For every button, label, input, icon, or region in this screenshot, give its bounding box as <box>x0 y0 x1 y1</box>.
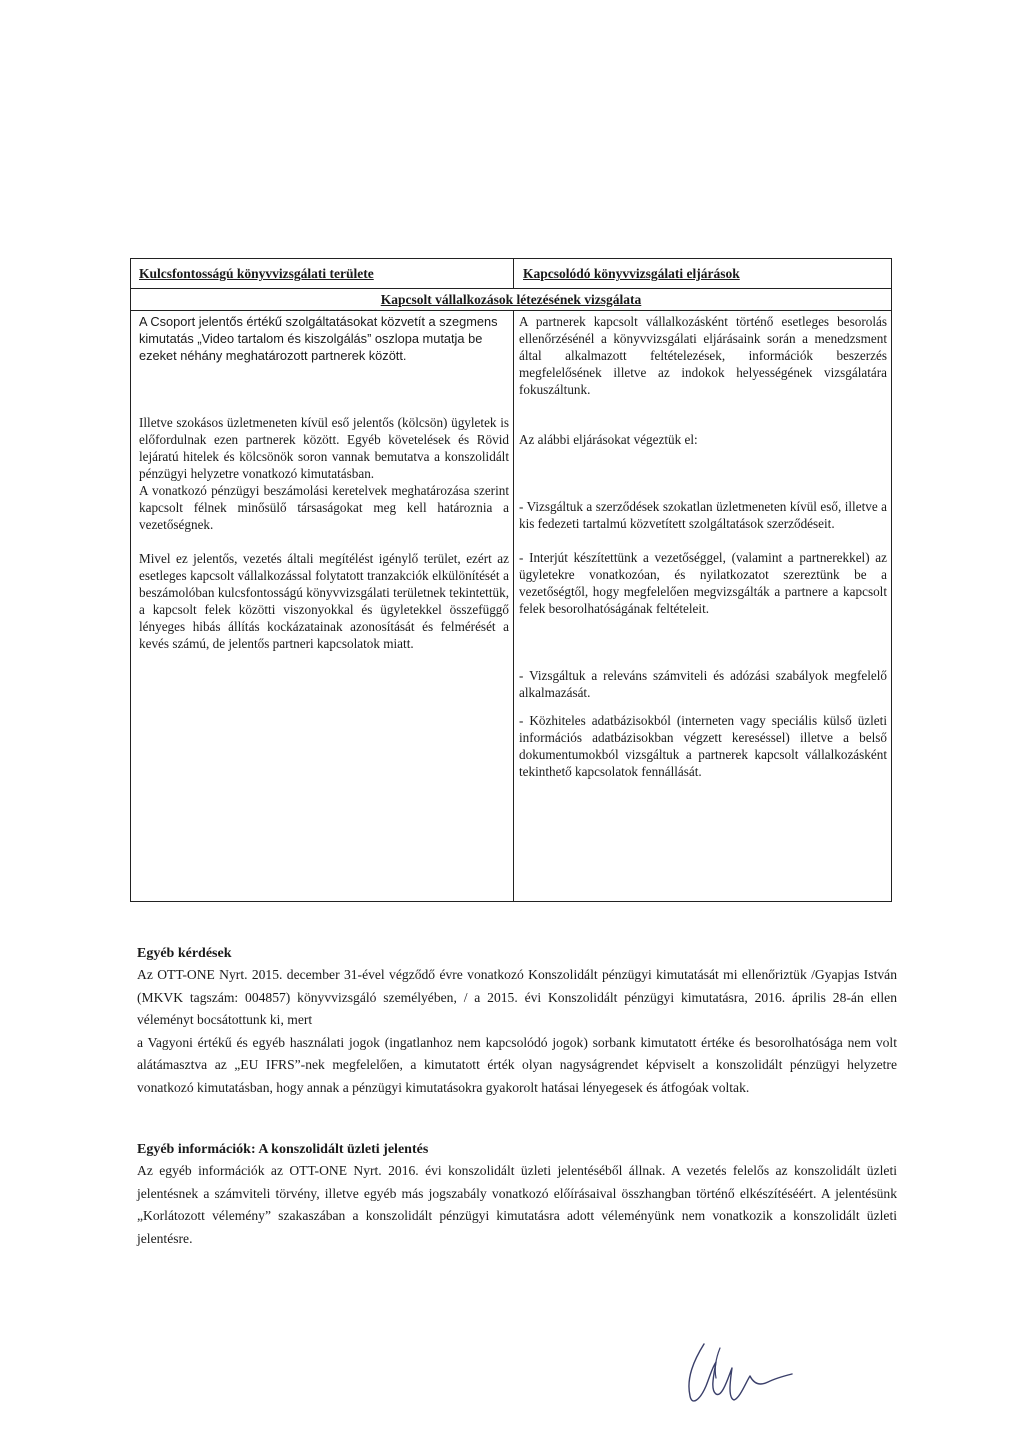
right-paragraph: - Interjút készítettünk a vezetőséggel, (valamint a partnerekkel) az ügyletekre vonatkozóan, és nyilatkozatot szereztünk be a vezetőségtől, hogy megfelelően megvizsgálták a partnere a kapcsolt felek besorolhatóságának feltételeit. <box>519 550 887 616</box>
other-info-text: Az egyéb információk az OTT-ONE Nyrt. 2016. évi konszolidált üzleti jelentéséből állnak. A vezetés felelős az konszolidált üzleti jelentésnek a számviteli törvény, illetve egyéb más jogszabály vonatkozó előírásaival összhangban történő elkészítéséért. A jelentésünk „Korlátozott vélemény” szakaszában a konszolidált pénzügyi kimutatásra adott véleményünk nem vonatkozik a konszolidált üzleti jelentésre. <box>137 1163 897 1246</box>
right-paragraph: Az alábbi eljárásokat végeztük el: <box>519 432 698 447</box>
signature-image <box>676 1338 796 1410</box>
header-key-audit-area: Kulcsfontosságú könyvvizsgálati területe <box>139 266 374 281</box>
other-info-heading: Egyéb információk: A konszolidált üzleti jelentés <box>137 1142 429 1157</box>
other-info-section <box>137 1140 897 1250</box>
other-questions-text-1: Az OTT-ONE Nyrt. 2015. december 31-ével végződő évre vonatkozó Konszolidált pénzügyi kimutatását mi ellenőriztük /Gyapjas István (MKVK tagszám: 004857) könyvvizsgáló személyében, / a 2015. évi Konszolidált pénzügyi kimutatásra, 2016. április 28-án ellen véleményt bocsátottunk ki, mert <box>137 967 897 1028</box>
left-paragraph: Mivel ez jelentős, vezetés általi megítélést igénylő terület, ezért az esetleges kapcsolt vállalkozással folytatott tranzakciók elkülönítését a beszámolóban kulcsfontosságú könyvvizsgálati területnek tekintettük, a kapcsolt felek közötti viszonyokkal és ügyletekkel összefüggő lényeges hibás állítás kockázatainak azonosítását és felmérését a kevés számú, de jelentős partneri kapcsolatok miatt. <box>139 551 509 651</box>
header-related-procedures: Kapcsolódó könyvvizsgálati eljárások <box>523 266 740 281</box>
header-divider <box>513 259 514 289</box>
right-paragraph: - Vizsgáltuk a szerződések szokatlan üzletmeneten kívül eső, illetve a kis fedezeti tartalmú közvetített szolgáltatások szerződéseit. <box>519 499 887 531</box>
other-questions-text-2: a Vagyoni értékű és egyéb használati jogok (ingatlanhoz nem kapcsolódó jogok) sorbank kimutatott értéke és besorolhatósága nem volt alátámasztva az „EU IFRS”-nek megfelelően, a kimutatott érték olyan nagyságrendet képviselt a konszolidált pénzügyi helyzetre vonatkozó kimutatásban, hogy annak a pénzügyi kimutatásokra gyakorolt hatásai lényegesek és átfogóak voltak. <box>137 1034 897 1095</box>
other-questions-section <box>137 944 897 1100</box>
left-column <box>139 313 509 652</box>
table-header-row <box>131 259 891 289</box>
right-paragraph: - Vizsgáltuk a releváns számviteli és adózási szabályok megfelelő alkalmazását. <box>519 668 887 700</box>
table-subheader-row <box>131 289 891 311</box>
right-column <box>519 313 887 780</box>
audit-matters-table <box>130 258 892 902</box>
subheader-related-parties: Kapcsolt vállalkozások létezésének vizsgálata <box>380 292 642 307</box>
column-divider <box>513 311 514 901</box>
right-paragraph: A partnerek kapcsolt vállalkozásként történő esetleges besorolás ellenőrzésénél a könyvvizsgálati eljárásaink során a menedzsment által alkalmazott feltételezések, információk beszerzés megfelelősének illetve az indokok helyességének vizsgálatára fokuszáltunk. <box>519 314 887 397</box>
left-paragraph: A vonatkozó pénzügyi beszámolási keretelvek meghatározása szerint kapcsolt félnek minősülő társaságokat meg kell határoznia a vezetőségnek. <box>139 483 509 532</box>
left-paragraph: A Csoport jelentős értékű szolgáltatásokat közvetít a szegmens kimutatás „Video tartalom és kiszolgálás” oszlopa mutatja be ezeket néhány meghatározott partnerek között. <box>139 314 498 363</box>
other-questions-heading: Egyéb kérdések <box>137 946 232 961</box>
left-paragraph: Illetve szokásos üzletmeneten kívül eső jelentős (kölcsön) ügyletek is előfordulnak ezen partnerek között. Egyéb követelések és Rövid lejáratú hitelek és kölcsönök soron vannak bemutatva a konszolidált pénzügyi helyzetre vonatkozó kimutatásban. <box>139 415 509 481</box>
right-paragraph: - Közhiteles adatbázisokból (interneten vagy speciális külső üzleti információs adatbázisokban végzett kereséssel) illetve a belső dokumentumokból vizsgáltuk a partnerek kapcsolt vállalkozásként tekinthető kapcsolatok fennállását. <box>519 713 887 779</box>
